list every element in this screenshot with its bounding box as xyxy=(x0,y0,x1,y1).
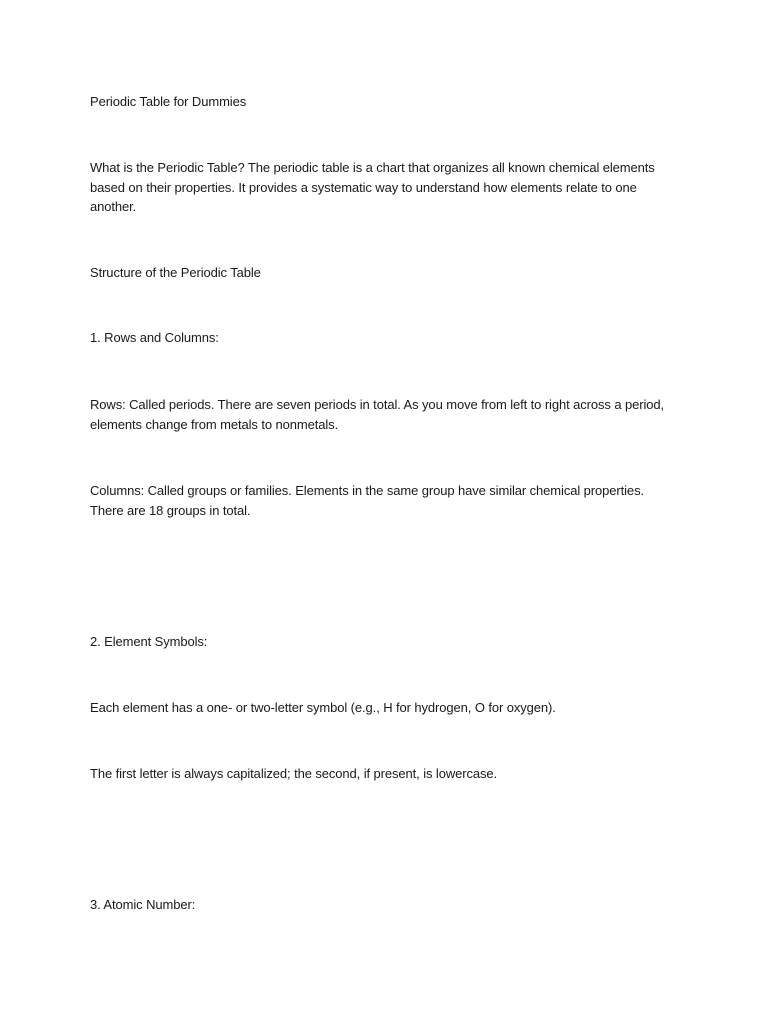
capitalization-paragraph: The first letter is always capitalized; the second, if present, is lowercase. xyxy=(90,766,498,781)
element-symbols-heading: 2. Element Symbols: xyxy=(90,634,208,649)
intro-paragraph: What is the Periodic Table? The periodic table is a chart that organizes all known chemical elements based on their properties. It provides a systematic way to understand how elements relate to one another. xyxy=(90,160,655,214)
rows-columns-heading: 1. Rows and Columns: xyxy=(90,330,219,345)
document-title: Periodic Table for Dummies xyxy=(90,94,247,109)
columns-paragraph: Columns: Called groups or families. Elements in the same group have similar chemical properties. There are 18 groups in total. xyxy=(90,483,644,518)
symbols-paragraph: Each element has a one- or two-letter symbol (e.g., H for hydrogen, O for oxygen). xyxy=(90,700,556,715)
structure-heading: Structure of the Periodic Table xyxy=(90,265,261,280)
rows-paragraph: Rows: Called periods. There are seven periods in total. As you move from left to right across a period, elements change from metals to nonmetals. xyxy=(90,397,665,432)
atomic-number-heading: 3. Atomic Number: xyxy=(90,897,196,912)
